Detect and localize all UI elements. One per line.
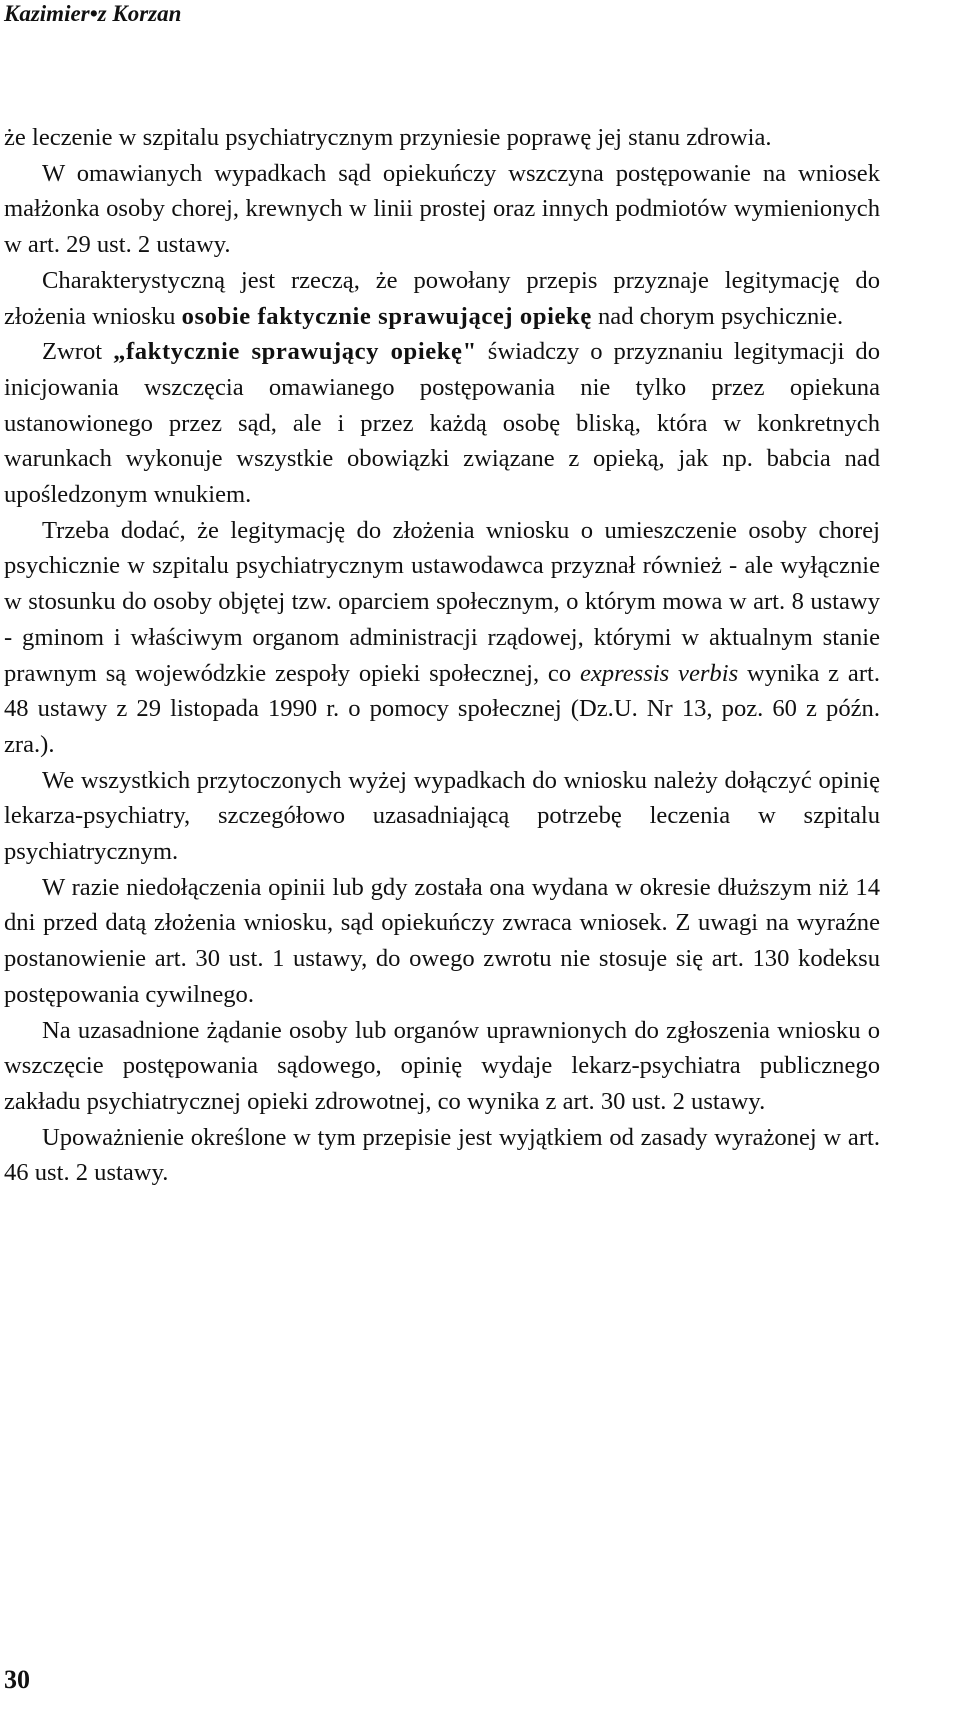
paragraph-3-text-start: Charakterystyczną jest rzeczą, że powołany przepis przyznaje legitymację do złożenia wniosku — [4, 266, 880, 330]
paragraph-2: W omawianych wypadkach sąd opiekuńczy wszczyna postępowanie na wniosek małżonka osoby chorej, krewnych w linii prostej oraz innych podmiotów wymienionych w art. 29 ust. 2 ustawy. — [4, 159, 880, 259]
body-text — [4, 120, 880, 1191]
paragraph-4-text-end: świadczy o przyznaniu legitymacji do inicjowania wszczęcia omawianego postępowania nie tylko przez opiekuna ustanowionego przez sąd, ale i przez każdą osobę bliską, która w konkretnych warunkach wykonuje wszystkie obowiązki związane z opieką, jak np. babcia nad upośledzonym wnukiem. — [4, 338, 880, 509]
running-head: Kazimier•z Korzan — [4, 1, 182, 26]
paragraph-4-emphasis: „faktycznie sprawujący opiekę" — [113, 338, 477, 366]
paragraph-4-text-start: Zwrot — [42, 338, 114, 366]
paragraph-3-text-end: nad chorym psychicznie. — [591, 302, 844, 330]
paragraph-3-emphasis: osobie faktycznie sprawującej opiekę — [181, 302, 592, 330]
paragraph-5 — [4, 513, 880, 763]
paragraph-4 — [4, 334, 880, 513]
paragraph-5-text-start: Trzeba dodać, że legitymację do złożenia wniosku o umieszczenie osoby chorej psychicznie w szpitalu psychiatrycznym ustawodawca przyznał również - ale wyłącznie w stosunku do osoby objętej tzw. oparciem społecznym, o którym mowa w art. 8 ustawy - gminom i właściwym organom administracji rządowej, którymi w aktualnym stanie prawnym są wojewódzkie zespoły opieki społecznej, co — [4, 516, 880, 687]
paragraph-8: Na uzasadnione żądanie osoby lub organów uprawnionych do zgłoszenia wniosku o wszczęcie postępowania sądowego, opinię wydaje lekarz-psychiatra publicznego zakładu psychiatrycznej opieki zdrowotnej, co wynika z art. 30 ust. 2 ustawy. — [4, 1016, 880, 1115]
paragraph-7: W razie niedołączenia opinii lub gdy została ona wydana w okresie dłuższym niż 14 dni przed datą złożenia wniosku, sąd opiekuńczy zwraca wniosek. Z uwagi na wyraźne postanowienie art. 30 ust. 1 ustawy, do owego zwrotu nie stosuje się art. 130 kodeksu postępowania cywilnego. — [4, 873, 880, 1008]
page-number: 30 — [4, 1665, 30, 1694]
paragraph-5-latin-phrase: expressis verbis — [579, 659, 739, 687]
paragraph-5-text-end: wynika z art. 48 ustawy z 29 listopada 1990 r. o pomocy społecznej (Dz.U. Nr 13, poz. 60 z późn. zra.). — [4, 659, 880, 758]
paragraph-3 — [4, 263, 880, 334]
paragraph-6: We wszystkich przytoczonych wyżej wypadkach do wniosku należy dołączyć opinię lekarza-psychiatry, szczegółowo uzasadniającą potrzebę leczenia w szpitalu psychiatrycznym. — [4, 766, 880, 866]
paragraph-9: Upoważnienie określone w tym przepisie jest wyjątkiem od zasady wyrażonej w art. 46 ust. 2 ustawy. — [4, 1123, 880, 1187]
paragraph-1: że leczenie w szpitalu psychiatrycznym przyniesie poprawę jej stanu zdrowia. — [4, 124, 772, 151]
